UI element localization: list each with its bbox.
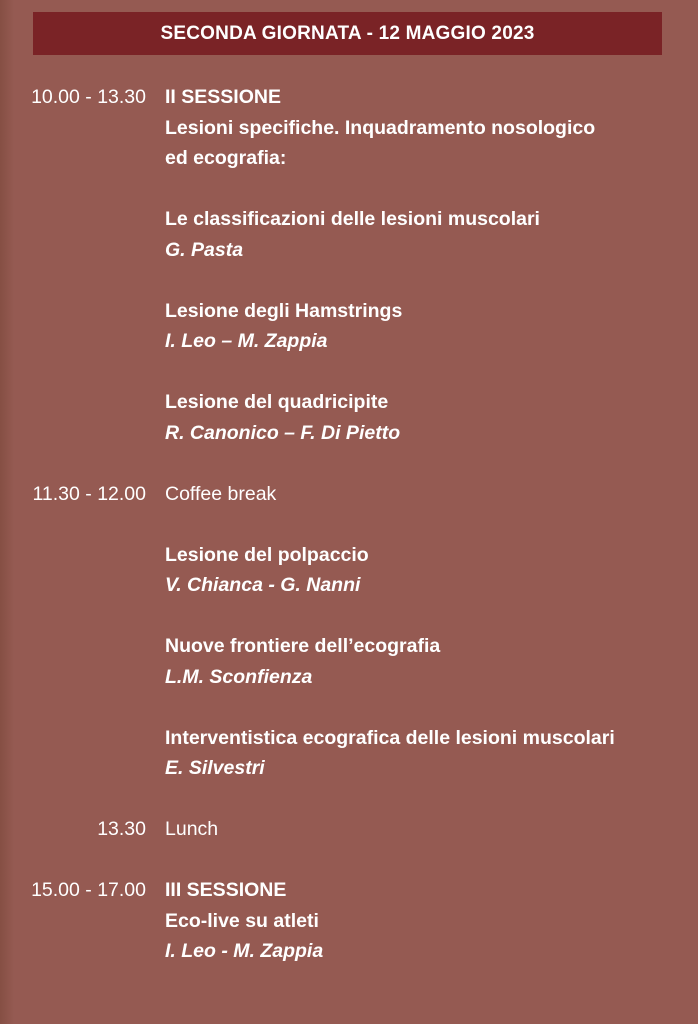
- session-2-subtitle-row-1: [0, 113, 698, 144]
- session-3-title: Eco-live su atleti: [165, 909, 319, 932]
- session-2-subtitle-line-1: Lesioni specifiche. Inquadramento nosologico: [165, 116, 596, 139]
- session-3-speakers: I. Leo - M. Zappia: [165, 940, 324, 962]
- talk-title: Lesione del quadricipite: [165, 391, 389, 413]
- coffee-break-label: Coffee break: [165, 482, 277, 505]
- session-2-time: 10.00 - 13.30: [31, 86, 146, 108]
- talk-speakers: E. Silvestri: [165, 757, 265, 779]
- program-schedule: [0, 82, 698, 967]
- talk-speakers: V. Chianca - G. Nanni: [165, 574, 361, 596]
- day-header-band: [33, 12, 662, 55]
- talk-title-row: [0, 631, 698, 662]
- talk-speakers-row: [0, 753, 698, 784]
- talk-title-row: [0, 723, 698, 754]
- day-header-title: SECONDA GIORNATA - 12 MAGGIO 2023: [160, 22, 535, 44]
- talk-title: Lesione degli Hamstrings: [165, 299, 403, 322]
- talk-speakers-row: [0, 662, 698, 693]
- talk-speakers: G. Pasta: [165, 238, 244, 261]
- talk-title-row: [0, 540, 698, 571]
- talk-speakers-row: [0, 418, 698, 449]
- talk-speakers-row: [0, 235, 698, 266]
- talk-speakers: R. Canonico – F. Di Pietto: [165, 421, 401, 444]
- talk-title: Nuove frontiere dell’ecografia: [165, 635, 441, 657]
- session-3-title-row: [0, 906, 698, 937]
- coffee-break-row: [0, 479, 698, 510]
- talk-speakers: L.M. Sconfienza: [165, 665, 313, 688]
- session-3-time: 15.00 - 17.00: [31, 879, 146, 901]
- talk-title-row: [0, 204, 698, 235]
- session-2-subtitle-row-2: [0, 143, 698, 174]
- session-3-speakers-row: [0, 936, 698, 967]
- talk-title-row: [0, 296, 698, 327]
- session-2-label: II SESSIONE: [165, 86, 281, 108]
- talk-speakers: I. Leo – M. Zappia: [165, 330, 328, 352]
- talk-title-row: [0, 387, 698, 418]
- talk-speakers-row: [0, 570, 698, 601]
- talk-title: Lesione del polpaccio: [165, 543, 369, 566]
- talk-title: Le classificazioni delle lesioni muscolari: [165, 208, 540, 230]
- session-2-header-row: [0, 82, 698, 113]
- lunch-row: [0, 814, 698, 845]
- talk-speakers-row: [0, 326, 698, 357]
- session-3-header-row: [0, 875, 698, 906]
- session-2-subtitle-line-2: ed ecografia:: [165, 147, 287, 169]
- lunch-time: 13.30: [97, 818, 146, 840]
- session-3-label: III SESSIONE: [165, 879, 287, 901]
- talk-title: Interventistica ecografica delle lesioni muscolari: [165, 726, 615, 749]
- lunch-label: Lunch: [165, 818, 219, 840]
- coffee-break-time: 11.30 - 12.00: [32, 482, 146, 505]
